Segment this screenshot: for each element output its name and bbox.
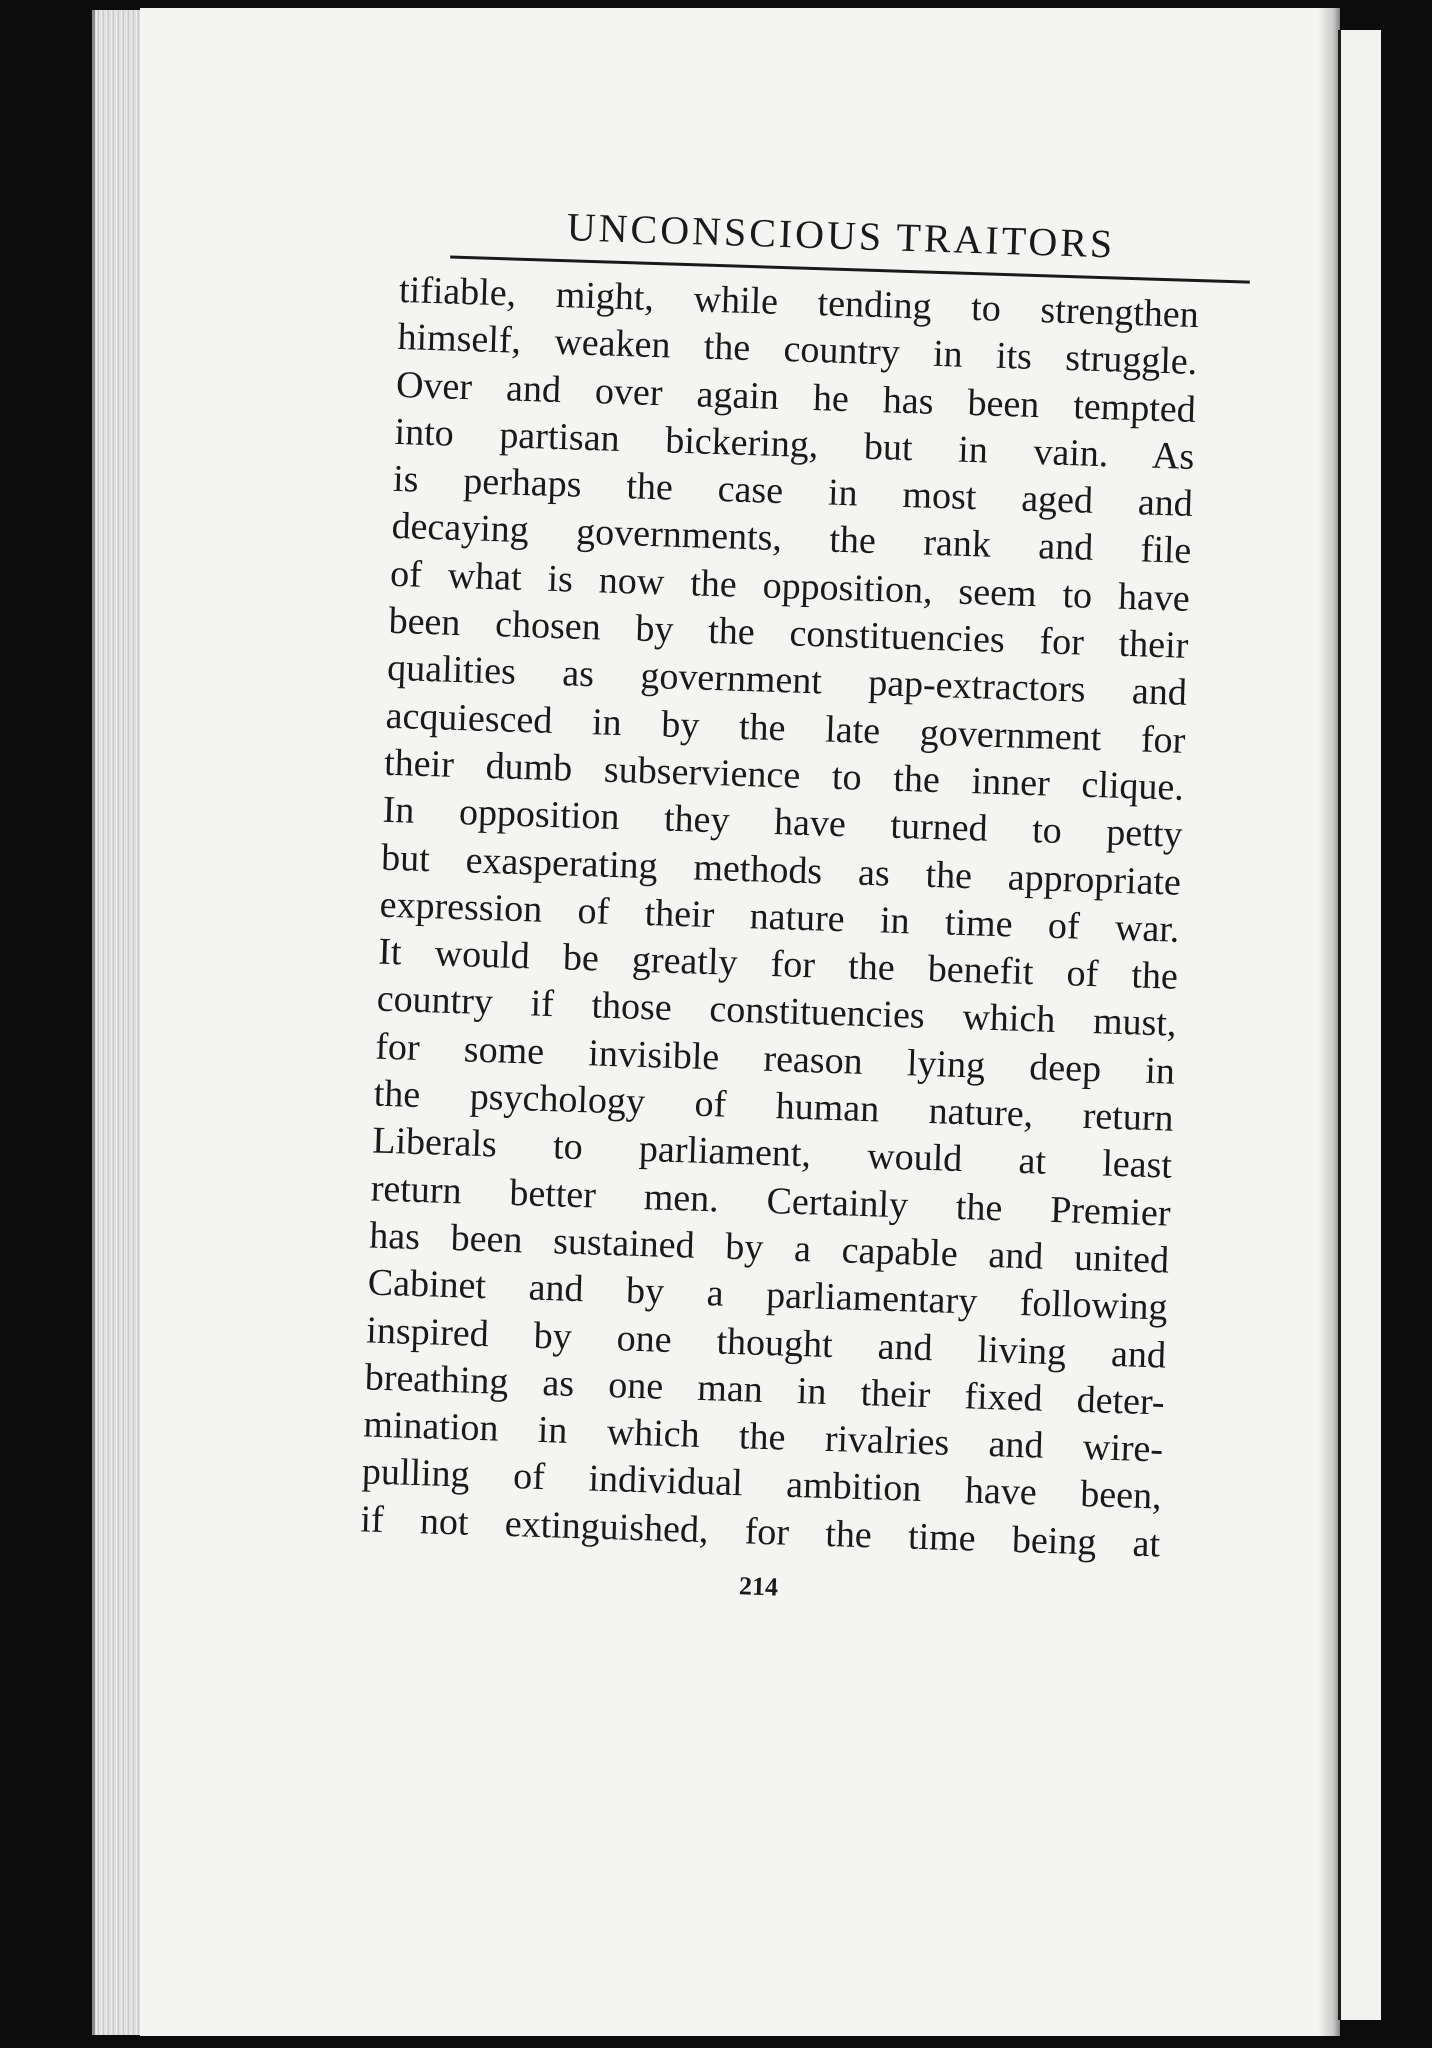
text-line: return better men. Certainly the Premier	[370, 1167, 1172, 1235]
text-line: Cabinet and by a parliamentary following	[367, 1261, 1169, 1329]
text-line: tifiable, might, while tending to strengthen	[398, 268, 1200, 337]
text-line: acquiesced in by the late government for	[385, 694, 1187, 762]
text-line: but exasperating methods as the appropriate	[380, 836, 1182, 904]
spine-shadow	[1318, 8, 1340, 2036]
text-line: their dumb subservience to the inner clique.	[383, 741, 1185, 809]
text-line: if not extinguished, for the time being at	[359, 1498, 1161, 1566]
text-line: expression of their nature in time of war.	[379, 883, 1181, 951]
text-line: It would be greatly for the benefit of the	[377, 930, 1179, 998]
text-line: qualities as government pap-extractors and	[386, 647, 1188, 715]
text-line: is perhaps the case in most aged and	[392, 458, 1194, 526]
text-line: pulling of individual ambition have been,	[361, 1450, 1163, 1518]
text-line: into partisan bickering, but in vain. As	[393, 410, 1195, 478]
text-line: breathing as one man in their fixed deter-	[364, 1356, 1166, 1424]
text-line: himself, weaken the country in its struggle.	[396, 316, 1198, 384]
text-line: In opposition they have turned to petty	[382, 788, 1184, 857]
page-number: 214	[738, 1571, 779, 1602]
text-line: the psychology of human nature, return	[373, 1072, 1175, 1140]
text-line: for some invisible reason lying deep in	[374, 1025, 1176, 1093]
text-line: country if those constituencies which must,	[376, 978, 1178, 1046]
text-line: mination in which the rivalries and wire-	[362, 1403, 1164, 1471]
page-content	[358, 198, 1261, 1616]
facing-page	[1338, 30, 1381, 2020]
text-line: of what is now the opposition, seem to have	[389, 552, 1191, 620]
text-line: inspired by one thought and living and	[365, 1308, 1167, 1377]
text-line: decaying governments, the rank and file	[391, 505, 1192, 573]
text-line: has been sustained by a capable and united	[368, 1214, 1170, 1282]
body-text	[360, 267, 1260, 1570]
text-line: been chosen by the constituencies for their	[388, 599, 1189, 667]
text-line: Liberals to parliament, would at least	[371, 1119, 1173, 1187]
running-head: UNCONSCIOUS TRAITORS	[566, 204, 1116, 267]
text-line: Over and over again he has been tempted	[395, 363, 1197, 431]
